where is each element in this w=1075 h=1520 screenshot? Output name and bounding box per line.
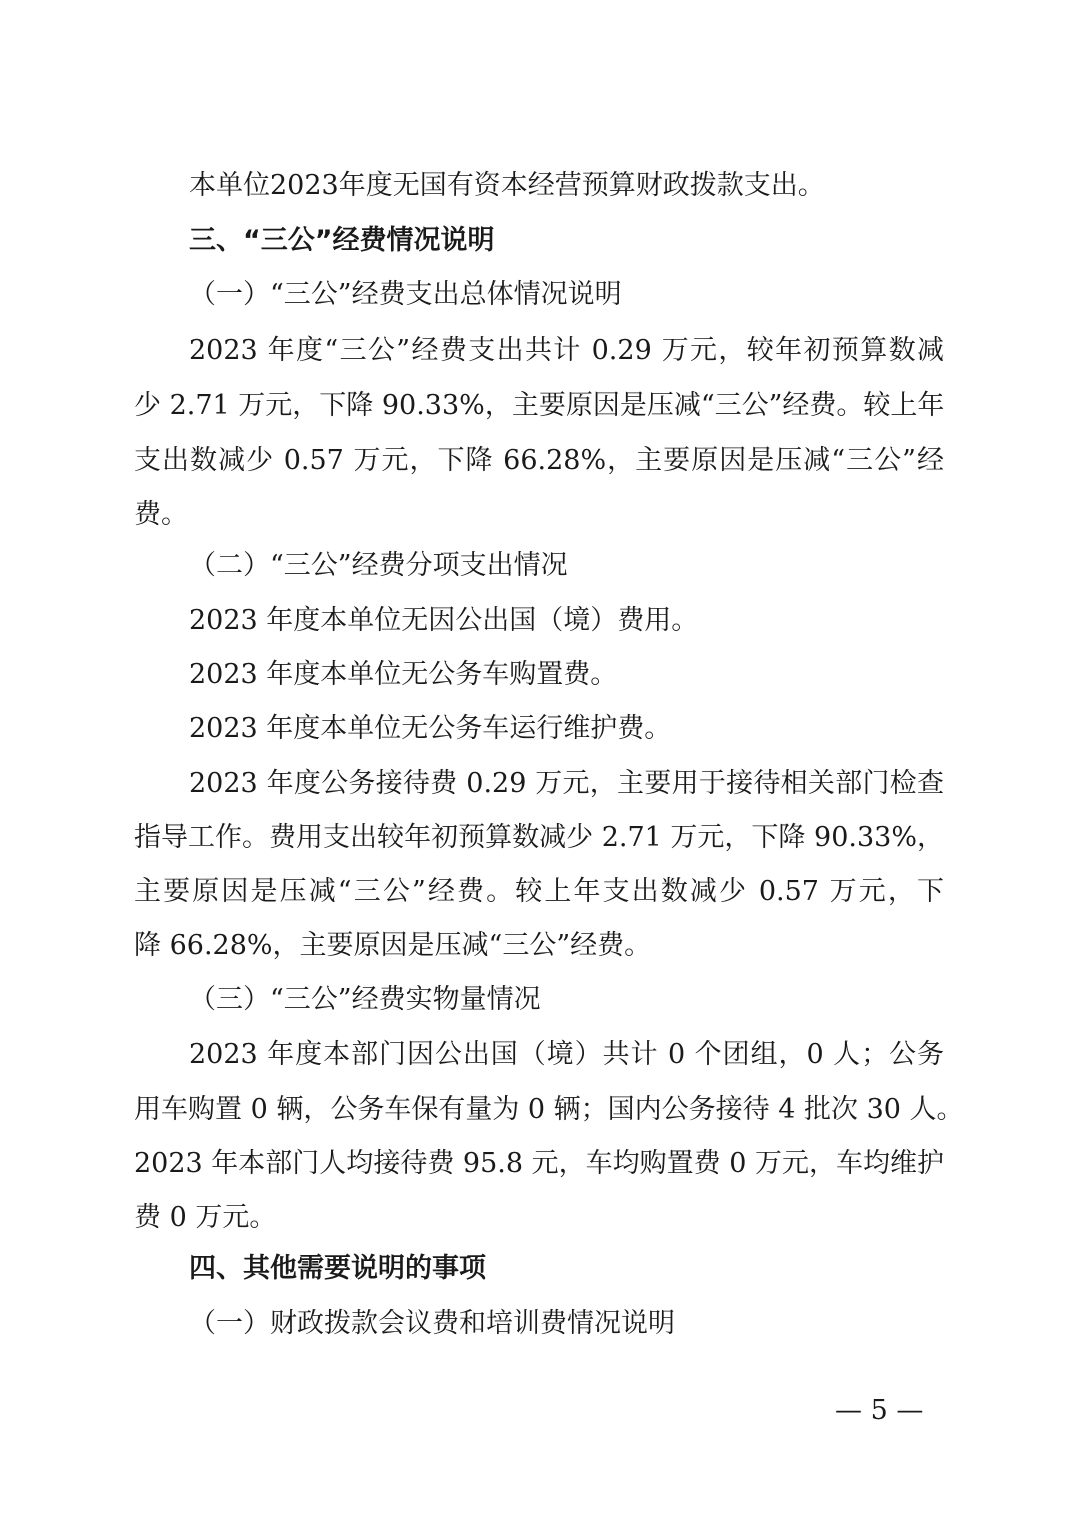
paragraph-line: 费。 (134, 499, 188, 530)
paragraph-line: 支出数减少 0.57 万元，下降 66.28%，主要原因是压减“三公”经 (134, 445, 944, 476)
paragraph-line: 费 0 万元。 (134, 1202, 277, 1233)
subsection-heading: （一）“三公”经费支出总体情况说明 (189, 279, 622, 310)
paragraph-line: 2023 年度公务接待费 0.29 万元，主要用于接待相关部门检查 (189, 768, 944, 799)
section-heading: 三、“三公”经费情况说明 (189, 225, 495, 256)
paragraph-line: 主要原因是压减“三公”经费。较上年支出数减少 0.57 万元，下 (134, 876, 944, 907)
paragraph-line: 指导工作。费用支出较年初预算数减少 2.71 万元，下降 90.33%， (134, 822, 944, 853)
paragraph-line: 用车购置 0 辆，公务车保有量为 0 辆；国内公务接待 4 批次 30 人。 (134, 1094, 964, 1125)
paragraph-line: 少 2.71 万元，下降 90.33%，主要原因是压减“三公”经费。较上年 (134, 390, 945, 421)
paragraph-line: 降 66.28%，主要原因是压减“三公”经费。 (134, 930, 652, 961)
subsection-heading: （三）“三公”经费实物量情况 (189, 984, 541, 1015)
page-number: — 5 — (835, 1395, 924, 1426)
subsection-heading: （一）财政拨款会议费和培训费情况说明 (189, 1308, 675, 1339)
paragraph-line: 2023 年度本单位无公务车购置费。 (189, 659, 618, 690)
paragraph-line: 2023 年度“三公”经费支出共计 0.29 万元，较年初预算数减 (189, 335, 944, 366)
paragraph-line: 2023 年度本部门因公出国（境）共计 0 个团组，0 人；公务 (189, 1039, 944, 1070)
paragraph-line: 2023 年本部门人均接待费 95.8 元，车均购置费 0 万元，车均维护 (134, 1148, 944, 1179)
paragraph-line: 2023 年度本单位无公务车运行维护费。 (189, 713, 672, 744)
section-heading: 四、其他需要说明的事项 (189, 1253, 486, 1284)
paragraph-line: 本单位2023年度无国有资本经营预算财政拨款支出。 (189, 170, 825, 201)
paragraph-line: 2023 年度本单位无因公出国（境）费用。 (189, 605, 699, 636)
subsection-heading: （二）“三公”经费分项支出情况 (189, 550, 568, 581)
